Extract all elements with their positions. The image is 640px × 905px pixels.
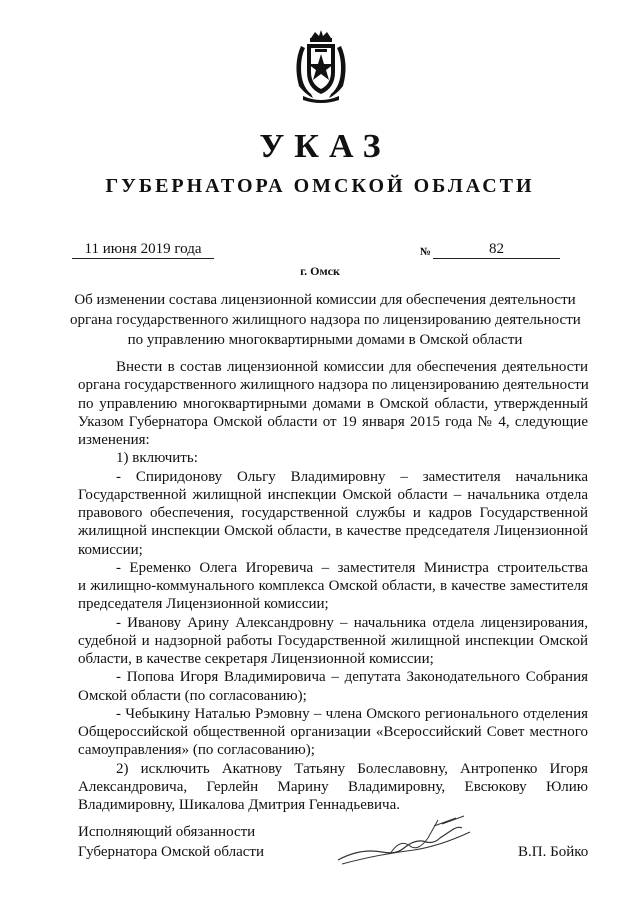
heading-line: по управлению многоквартирными домами в Омской области: [127, 332, 523, 348]
body-line: и жилищно-коммунального комплекса Омской области, в качестве заместителя: [78, 578, 588, 594]
body-line: Александровича, Герлейн Марину Владимировну, Евсюкову Юлию: [78, 778, 588, 795]
body-line: Государственной жилищной инспекции Омской области – начальника отдела: [78, 486, 588, 503]
number-label: №: [420, 246, 432, 258]
body-line: органа государственного жилищного надзора по лицензированию деятельности: [78, 377, 589, 394]
position-line: Исполняющий обязанности: [78, 824, 256, 840]
body-line: Общероссийской общественной организации «Всероссийский Совет местного: [78, 724, 588, 740]
body-line: изменения:: [78, 432, 150, 448]
body-line: - Попова Игоря Владимировича – депутата Законодательного Собрания: [116, 669, 588, 686]
body-line: области, в качестве секретаря Лицензионной комиссии;: [78, 651, 434, 667]
body-line: судебной и надзорной работы Государственной жилищной инспекции Омской: [78, 632, 588, 649]
body-line: председателя Лицензионной комиссии;: [78, 596, 329, 613]
body-line: 2) исключить Акатнову Татьяну Болеславовну, Антропенко Игоря: [116, 760, 588, 777]
signatory-name: В.П. Бойко: [518, 844, 589, 860]
coat-of-arms-icon: [289, 28, 353, 104]
signatory-position: [78, 822, 264, 862]
body-line: самоуправления» (по согласованию);: [78, 742, 315, 759]
document-city: г. Омск: [300, 264, 340, 278]
body-line: жилищной инспекции Омской области, в качестве председателя Лицензионной: [78, 523, 588, 540]
body-line: Указом Губернатора Омской области от 19 января 2015 года № 4, следующие: [78, 413, 588, 430]
document-heading: [70, 290, 580, 350]
document-number: 82: [433, 240, 560, 259]
position-line: Губернатора Омской области: [78, 844, 264, 860]
document-body: [78, 358, 588, 814]
body-line: - Чебыкину Наталью Рэмовну – члена Омского регионального отделения: [116, 705, 588, 722]
document-subtitle: ГУБЕРНАТОРА ОМСКОЙ ОБЛАСТИ: [105, 175, 535, 197]
body-line: 1) включить:: [116, 450, 198, 467]
body-line: комиссии;: [78, 541, 143, 558]
document-date: 11 июня 2019 года: [72, 240, 214, 259]
heading-line: Об изменении состава лицензионной комиссии для обеспечения деятельности: [74, 292, 576, 308]
body-line: Внести в состав лицензионной комиссии для обеспечения деятельности: [116, 359, 588, 375]
body-line: по управлению многоквартирными домами в Омской области, утвержденный: [78, 395, 588, 412]
body-line: - Еременко Олега Игоревича – заместителя Министра строительства: [116, 559, 588, 576]
handwritten-signature: [330, 808, 480, 868]
body-line: - Спиридонову Ольгу Владимировну – заместителя начальника: [116, 468, 588, 485]
body-line: Омской области (по согласованию);: [78, 687, 307, 704]
heading-line: органа государственного жилищного надзора по лицензированию деятельности: [70, 312, 581, 328]
body-line: Владимировну, Шикалова Дмитрия Геннадьевича.: [78, 797, 400, 813]
body-line: - Иванову Арину Александровну – начальника отдела лицензирования,: [116, 614, 588, 631]
body-line: правового обеспечения, государственной службы и кадров Государственной: [78, 505, 588, 521]
document-title: УКАЗ: [259, 128, 391, 165]
